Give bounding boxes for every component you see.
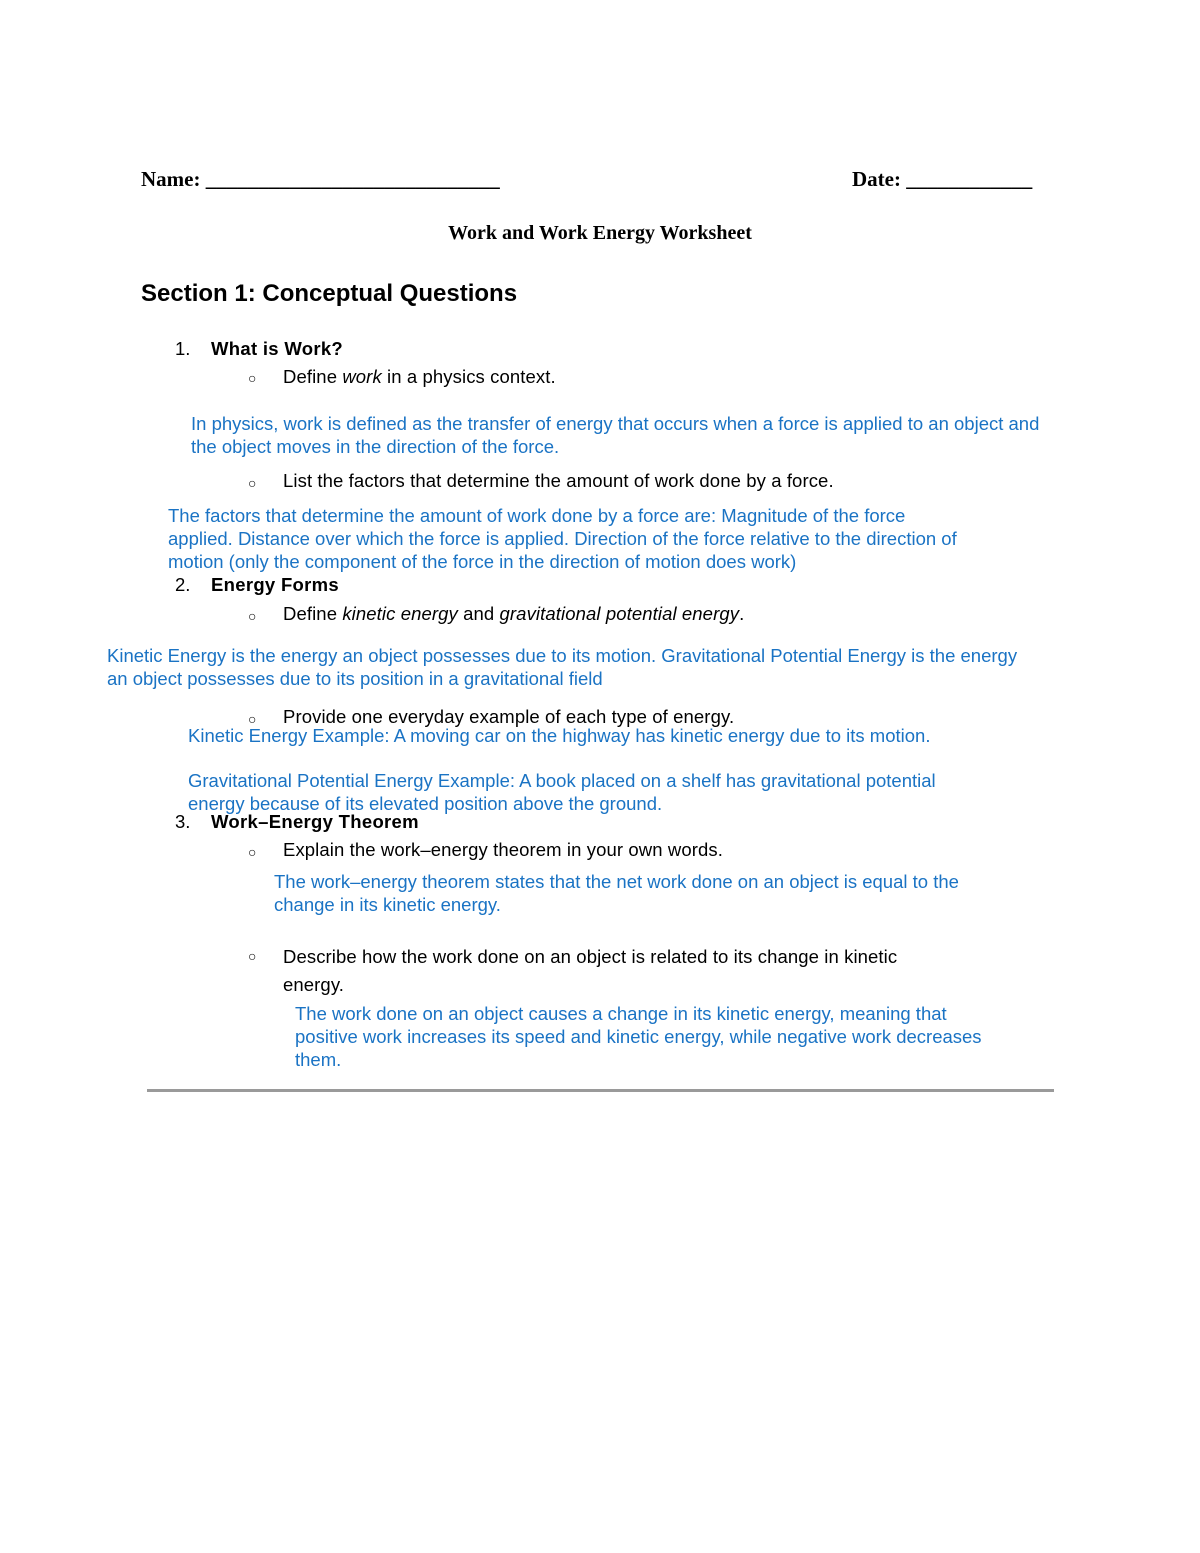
answer-text [191,412,1039,458]
bullet-circle-icon: ○ [248,370,257,386]
answer-line: The factors that determine the amount of work done by a force are: Magnitude of the force [168,505,906,526]
answer-text [188,769,936,815]
answer-line: The work–energy theorem states that the net work done on an object is equal to the [274,871,959,892]
question-prompt [283,366,556,388]
bullet-circle-icon: ○ [248,844,257,860]
bullet-circle-icon: ○ [248,948,257,964]
question-prompt: Explain the work–energy theorem in your own words. [283,839,723,860]
question-prompt [283,603,744,625]
prompt-text: . [739,603,745,624]
answer-line: them. [295,1049,342,1070]
answer-line: Kinetic Energy Example: A moving car on the highway has kinetic energy due to its motion. [188,725,931,746]
answer-text [107,644,1017,690]
worksheet-title: Work and Work Energy Worksheet [448,222,752,244]
answer-line: energy because of its elevated position above the ground. [188,793,663,814]
name-field-label: Name: ____________________________ [141,167,500,191]
prompt-text: in a physics context. [381,366,556,387]
answer-text [188,724,930,747]
answer-line: Gravitational Potential Energy Example: A book placed on a shelf has gravitational potential [188,770,936,791]
prompt-emphasis: work [342,366,382,387]
answer-line: an object possesses due to its position in a gravitational field [107,668,603,689]
question-number: 2. [175,574,191,595]
prompt-line: energy. [283,974,345,995]
prompt-text: and [457,603,500,624]
prompt-line: Describe how the work done on an object is related to its change in kinetic [283,946,898,967]
answer-line: Kinetic Energy is the energy an object possesses due to its motion. Gravitational Potential Energy is the energy [107,645,1018,666]
answer-line: the object moves in the direction of the force. [191,436,560,457]
date-field-label: Date: ____________ [852,167,1033,191]
prompt-text: Define [283,366,343,387]
answer-line: The work done on an object causes a change in its kinetic energy, meaning that [295,1003,947,1024]
question-prompt [283,943,897,999]
prompt-emphasis: gravitational potential energy [499,603,740,624]
question-title: Energy Forms [211,574,339,595]
question-number: 3. [175,811,191,832]
prompt-text: Define [283,603,343,624]
question-number: 1. [175,338,191,359]
answer-text [274,870,959,916]
bullet-circle-icon: ○ [248,711,257,727]
prompt-emphasis: kinetic energy [342,603,458,624]
bullet-circle-icon: ○ [248,608,257,624]
question-prompt: Provide one everyday example of each type of energy. [283,706,735,727]
answer-line: In physics, work is defined as the transfer of energy that occurs when a force is applied to an object and [191,413,1040,434]
answer-line: change in its kinetic energy. [274,894,501,915]
answer-line: positive work increases its speed and kinetic energy, while negative work decreases [295,1026,982,1047]
answer-line: applied. Distance over which the force is applied. Direction of the force relative to the direction of [168,528,957,549]
horizontal-divider [147,1089,1054,1092]
answer-text [295,1002,982,1071]
question-prompt: List the factors that determine the amount of work done by a force. [283,470,834,491]
question-title: Work–Energy Theorem [211,811,419,832]
question-title: What is Work? [211,338,344,359]
bullet-circle-icon: ○ [248,475,257,491]
answer-text [168,504,957,573]
section-heading: Section 1: Conceptual Questions [141,280,518,307]
answer-line: motion (only the component of the force in the direction of motion does work) [168,551,797,572]
